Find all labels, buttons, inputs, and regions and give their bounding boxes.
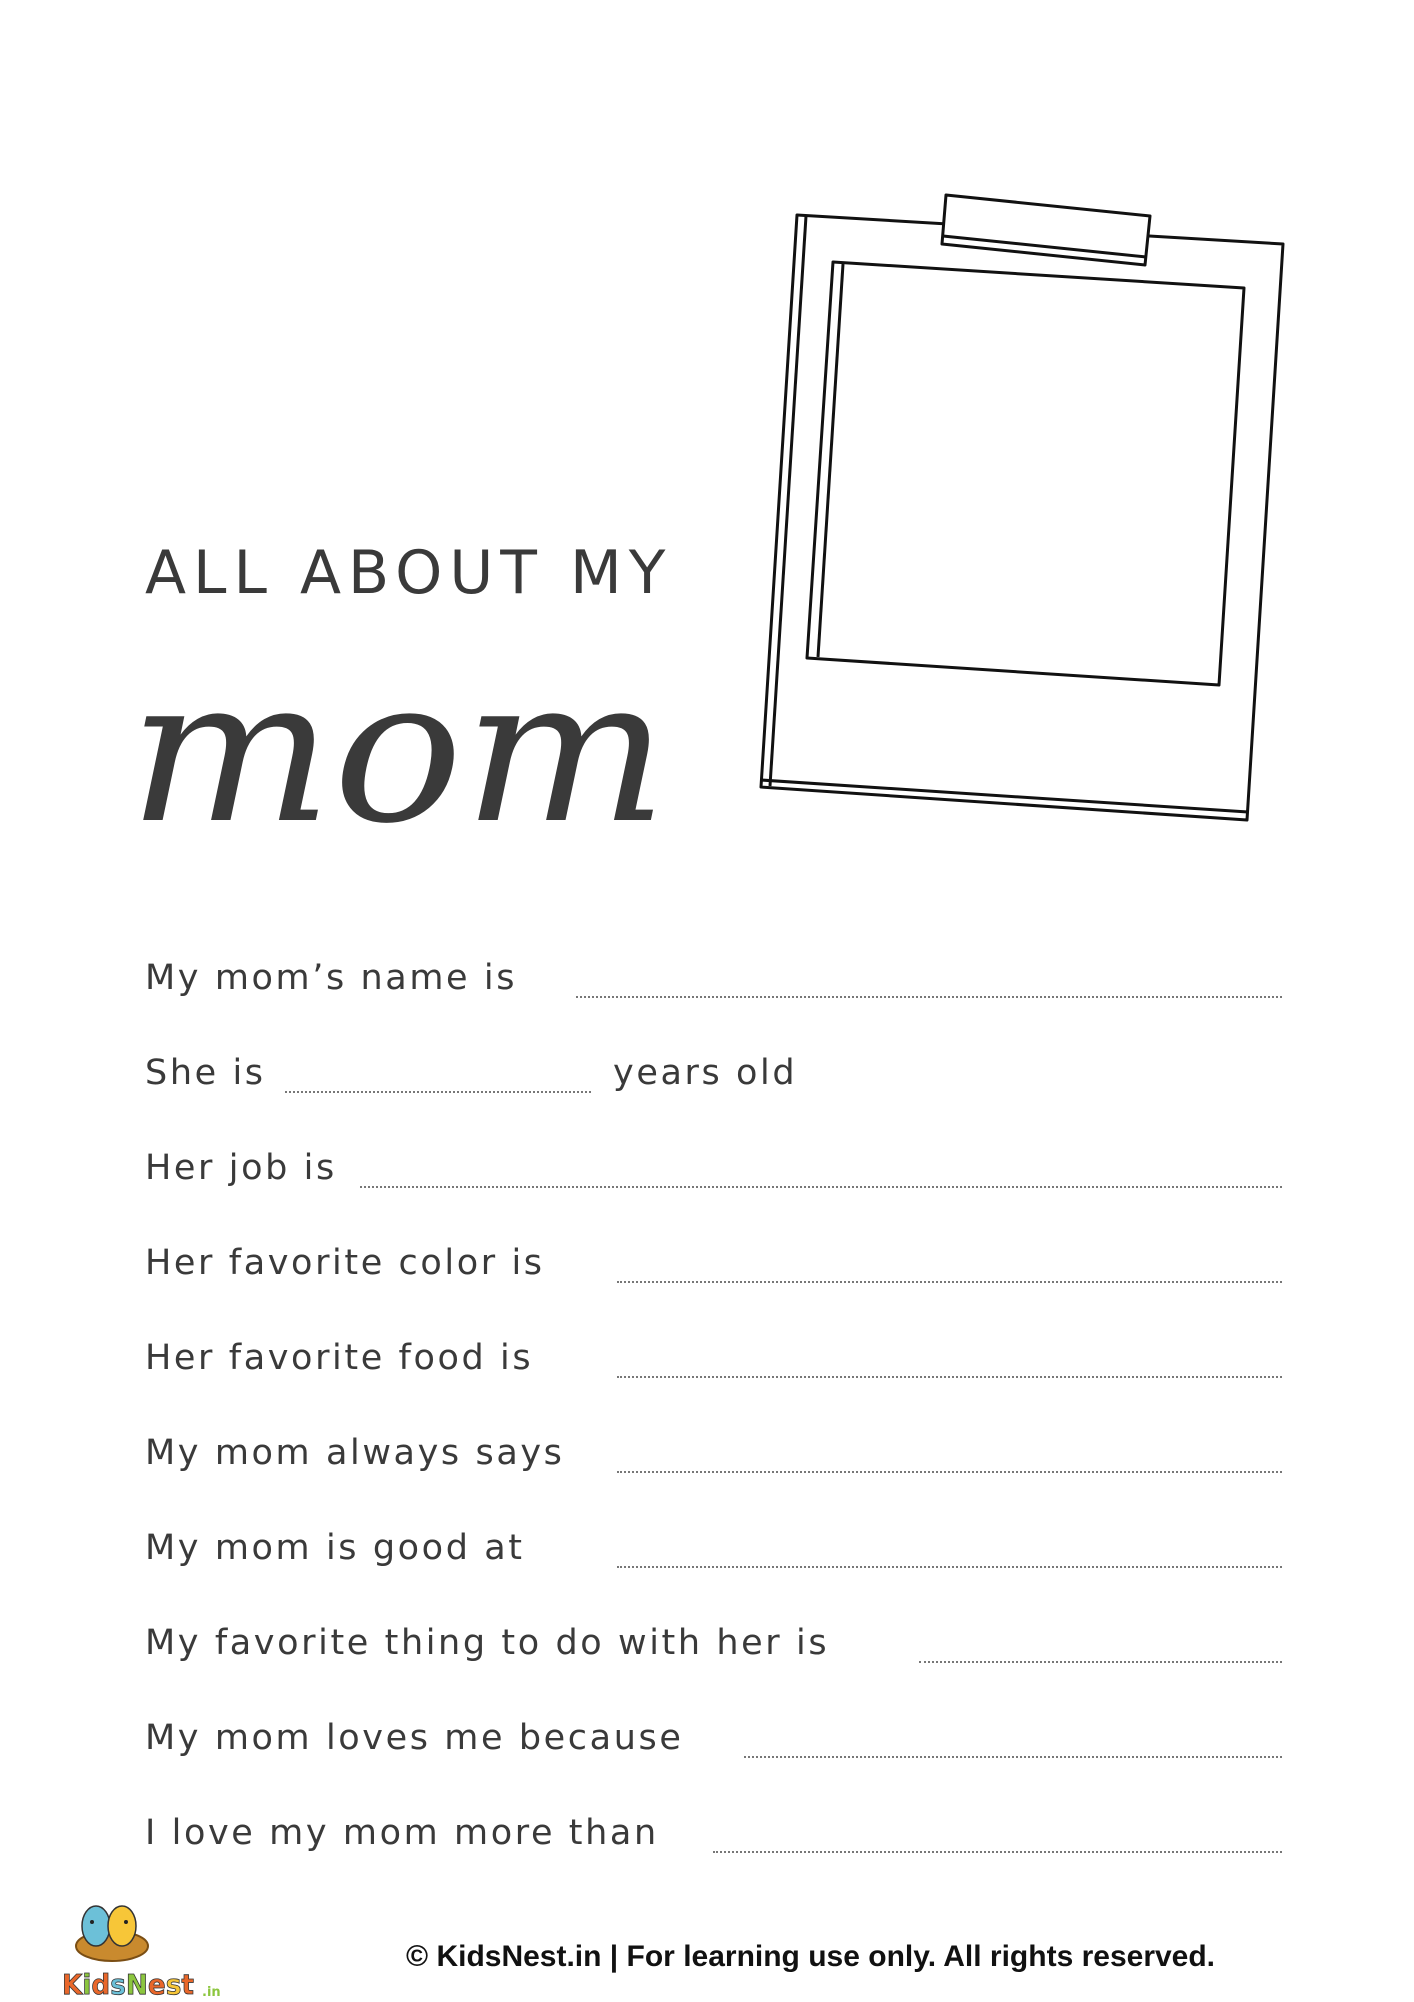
prompt-label: My mom loves me because (145, 1718, 684, 1758)
prompt-label: Her favorite food is (145, 1338, 534, 1378)
answer-line[interactable] (713, 1851, 1282, 1853)
answer-line[interactable] (360, 1186, 1282, 1188)
answer-line[interactable] (617, 1376, 1282, 1378)
prompt-label: My mom’s name is (145, 958, 518, 998)
prompt-row-color (145, 1243, 1345, 1293)
answer-line[interactable] (744, 1756, 1282, 1758)
answer-line[interactable] (576, 996, 1282, 998)
prompt-row-name (145, 958, 1345, 1008)
prompt-suffix: years old (613, 1053, 798, 1093)
polaroid-photo-frame-icon (0, 0, 1414, 900)
answer-line[interactable] (617, 1471, 1282, 1473)
prompt-row-loves-me (145, 1718, 1345, 1768)
page-title: ALL ABOUT MY (145, 538, 673, 608)
answer-line[interactable] (919, 1661, 1282, 1663)
prompt-row-good-at (145, 1528, 1345, 1578)
prompt-row-says (145, 1433, 1345, 1483)
prompt-row-favorite-thing (145, 1623, 1345, 1673)
prompt-row-age (145, 1053, 1345, 1103)
prompt-label: Her favorite color is (145, 1243, 545, 1283)
prompt-label: She is (145, 1053, 266, 1093)
prompt-label: Her job is (145, 1148, 337, 1188)
prompt-row-love-more-than (145, 1813, 1345, 1863)
answer-line[interactable] (617, 1566, 1282, 1568)
answer-line[interactable] (617, 1281, 1282, 1283)
logo-wordmark: KidsNest (62, 1968, 195, 2001)
prompt-label: My mom is good at (145, 1528, 525, 1568)
logo-text: .in (202, 1985, 221, 2000)
prompt-row-food (145, 1338, 1345, 1388)
prompt-label: I love my mom more than (145, 1813, 659, 1853)
prompt-row-job (145, 1148, 1345, 1198)
footer-copyright: © KidsNest.in | For learning use only. All rights reserved. (406, 1940, 1216, 1973)
kidsnest-logo (62, 1898, 252, 2002)
mom-script-text: mom (128, 640, 668, 840)
prompt-label: My mom always says (145, 1433, 565, 1473)
answer-line[interactable] (285, 1091, 591, 1093)
prompt-label: My favorite thing to do with her is (145, 1623, 830, 1663)
